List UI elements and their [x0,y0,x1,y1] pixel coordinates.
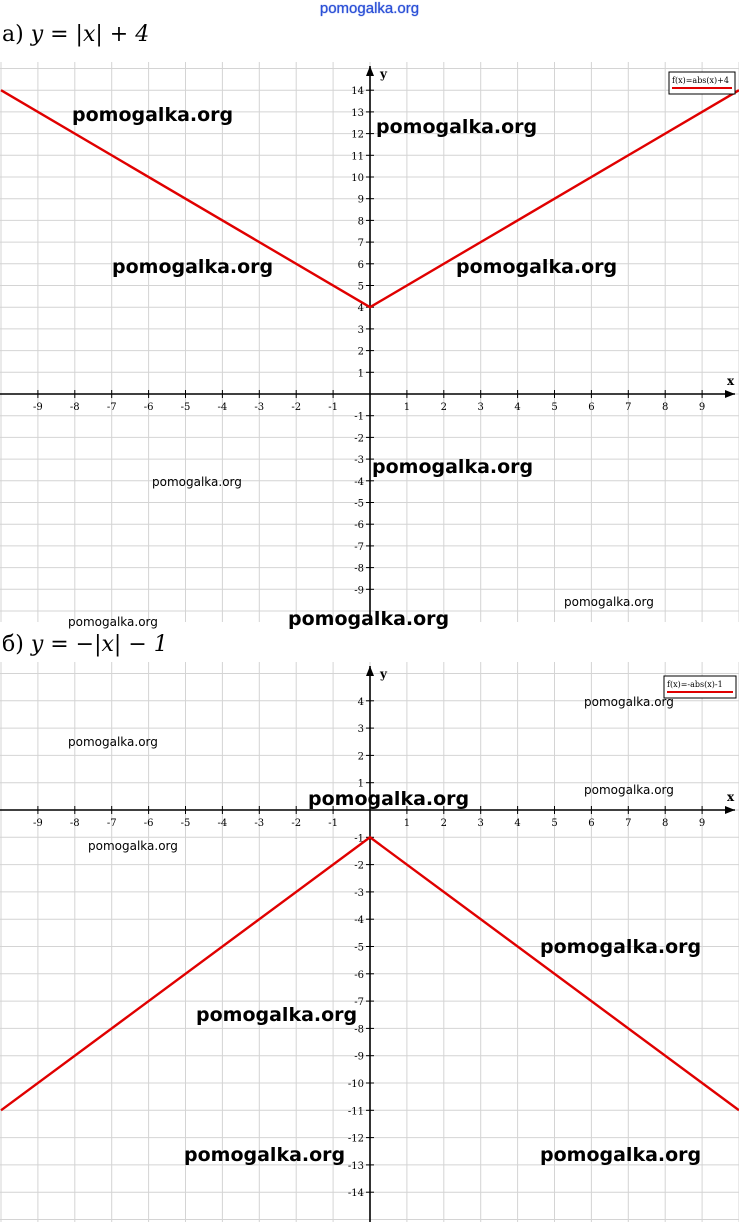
x-tick-label: 9 [698,402,706,413]
y-tick-label: 1 [357,368,364,380]
watermark: pomogalka.org [88,839,178,853]
y-tick-label: -5 [354,498,364,510]
y-tick-label: 6 [357,259,364,271]
legend [669,72,735,94]
y-tick-label: 12 [351,129,364,141]
y-tick-label: -4 [354,476,364,488]
x-tick-label: -6 [143,402,154,413]
y-tick-label: -4 [354,915,364,927]
watermark: pomogalka.org [196,1004,358,1026]
caption-a-equation: y = |x| + 4 [30,22,150,47]
x-tick-label: -3 [254,818,265,829]
y-tick-label: 3 [357,324,364,336]
x-tick-label: -1 [328,402,338,413]
y-tick-label: -1 [354,833,364,845]
y-tick-label: -3 [354,887,364,899]
y-tick-label: -11 [347,1106,364,1118]
y-tick-label: 14 [351,86,364,98]
chart-a [0,62,739,622]
y-tick-label: 7 [357,238,364,250]
x-tick-label: -5 [180,402,191,413]
y-axis-label: y [380,667,387,681]
y-tick-label: -1 [354,411,364,423]
y-tick-label: -8 [354,563,364,575]
x-axis-arrow [725,806,735,814]
y-tick-label: -10 [347,1079,364,1090]
x-tick-label: 3 [477,402,484,413]
x-tick-label: 2 [440,402,447,413]
y-tick-label: -5 [354,942,364,954]
x-tick-label: -5 [180,818,191,829]
x-tick-label: -4 [217,818,228,829]
caption-b-equation: y = −|x| − 1 [30,632,168,657]
y-tick-label: 3 [357,724,364,736]
legend-label: f(x)=-abs(x)-1 [667,680,723,689]
y-tick-label: 5 [357,281,364,293]
x-tick-label: 4 [514,402,521,413]
x-tick-label: 8 [662,818,669,829]
x-axis-label: x [727,374,735,388]
watermark: pomogalka.org [376,116,538,138]
y-tick-label: -2 [354,860,364,872]
y-tick-label: -6 [354,969,364,981]
x-axis-arrow [725,390,735,398]
site-link[interactable]: pomogalka.org [319,0,420,17]
y-tick-label: -9 [354,1051,364,1063]
x-tick-label: -3 [254,402,265,413]
y-tick-label: -12 [347,1133,364,1145]
x-tick-label: 5 [551,818,558,829]
watermark: pomogalka.org [112,256,274,278]
y-tick-label: 8 [357,216,364,228]
caption-b-prefix: б) [2,632,24,657]
x-tick-label: -4 [217,402,228,413]
caption-a [2,22,149,47]
x-tick-label: -9 [33,402,43,413]
x-tick-label: -8 [69,818,80,829]
x-tick-label: 2 [440,818,447,829]
x-tick-label: -9 [33,818,43,829]
x-tick-label: -8 [69,402,80,413]
y-axis-label: y [380,67,387,81]
x-tick-label: 1 [403,402,411,413]
x-tick-label: 6 [588,818,595,829]
y-tick-label: 4 [357,303,364,315]
legend [664,676,736,698]
x-tick-label: 6 [588,402,595,413]
watermark: pomogalka.org [372,456,534,478]
y-tick-label: 2 [357,751,364,763]
y-tick-label: 9 [357,194,364,206]
y-tick-label: 1 [357,778,364,790]
x-tick-label: 3 [477,818,484,829]
watermark: pomogalka.org [564,595,654,609]
x-tick-label: 4 [514,818,521,829]
x-tick-label: -2 [291,402,302,413]
y-tick-label: -7 [354,997,364,1009]
watermark: pomogalka.org [72,104,234,126]
x-tick-label: -7 [106,818,117,829]
watermark: pomogalka.org [456,256,618,278]
x-tick-label: 7 [625,402,632,413]
y-tick-label: 13 [351,107,364,119]
watermark: pomogalka.org [584,695,674,709]
y-tick-label: -14 [347,1188,364,1200]
caption-a-prefix: а) [2,22,24,47]
y-tick-label: -6 [354,520,364,532]
y-tick-label: -3 [354,455,364,467]
watermark: pomogalka.org [184,1144,346,1166]
watermark: pomogalka.org [540,1144,702,1166]
x-tick-label: 8 [662,402,669,413]
x-tick-label: -6 [143,818,154,829]
watermark: pomogalka.org [308,788,470,810]
watermark: pomogalka.org [584,783,674,797]
legend-label: f(x)=abs(x)+4 [672,76,729,85]
x-tick-label: -2 [291,818,302,829]
y-tick-label: 10 [351,173,364,184]
x-axis-label: x [727,790,735,804]
y-axis-arrow [366,66,374,76]
watermark: pomogalka.org [68,615,158,629]
y-tick-label: -13 [347,1160,364,1172]
watermark: pomogalka.org [152,475,242,489]
x-tick-label: 9 [698,818,706,829]
y-tick-label: -7 [354,541,364,553]
watermark: pomogalka.org [68,735,158,749]
x-tick-label: 5 [551,402,558,413]
x-tick-label: -7 [106,402,117,413]
y-tick-label: -9 [354,585,364,597]
watermark: pomogalka.org [288,608,450,630]
x-tick-label: 7 [625,818,632,829]
y-tick-label: 4 [357,696,364,708]
y-tick-label: -8 [354,1024,364,1036]
y-tick-label: 2 [357,346,364,358]
y-tick-label: -2 [354,433,364,445]
x-tick-label: -1 [328,818,338,829]
y-tick-label: 11 [351,151,364,163]
y-axis-arrow [366,666,374,676]
caption-b [2,632,168,657]
x-tick-label: 1 [403,818,411,829]
watermark: pomogalka.org [540,936,702,958]
